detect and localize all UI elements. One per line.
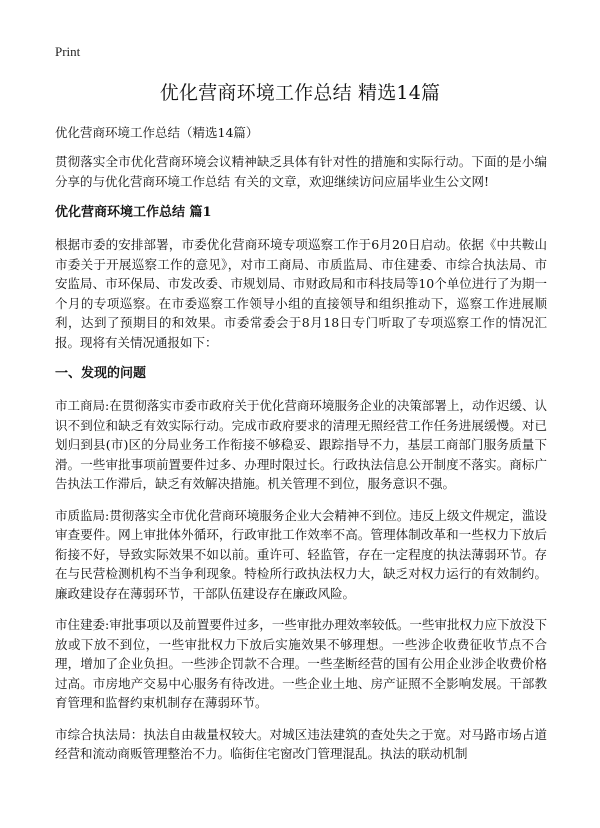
page-title: 优化营商环境工作总结 精选14篇 [159,82,441,104]
document-body [55,124,547,776]
finding-paragraph: 市综合执法局：执法自由裁量权较大。对城区违法建筑的查处失之于宽。对马路市场占道经营和流动商贩管理整治不力。临街住宅窗改门管理混乱。执法的联动机制 [55,726,547,761]
intro-paragraph: 贯彻落实全市优化营商环境会议精神缺乏具体有针对性的措施和实际行动。下面的是小编分享的与优化营商环境工作总结 有关的文章，欢迎继续访问应届毕业生公文网! [55,154,547,189]
finding-paragraph: 市质监局:贯彻落实全市优化营商环境服务企业大会精神不到位。违反上级文件规定，滥设审查要件。网上审批体外循环，行政审批工作效率不高。管理体制改革和一些权力下放后衔接不好，导致实际效果不如以前。重许可、轻监管，存在一定程度的执法薄弱环节。存在与民营检测机构不当争利现象。特检所行政执法权力大，缺乏对权力运行的有效制约。廉政建设存在薄弱环节，干部队伍建设存在廉政风险。 [55,507,547,601]
finding-paragraph: 市工商局:在贯彻落实市委市政府关于优化营商环境服务企业的决策部署上，动作迟缓、认识不到位和缺乏有效实际行动。完成市政府要求的清理无照经营工作任务进展缓慢。对已划归到县(市)区的分局业务工作衔接不够稳妥、跟踪指导不力，基层工商部门服务质量下滑。一些审批事项前置要件过多、办理时限过长。行政执法信息公开制度不落实。商标广告执法工作滞后，缺乏有效解决措施。机关管理不到位，服务意识不强。 [55,398,547,491]
finding-paragraph: 市住建委:审批事项以及前置要件过多，一些审批办理效率较低。一些审批权力应下放没下放或下放不到位，一些审批权力下放后实施效果不够理想。一些涉企收费征收节点不合理，增加了企业负担。一些涉企罚款不合理。一些垄断经营的国有公用企业涉企收费价格过高。市房地产交易中心服务有待改进。一些企业土地、房产证照不全影响发展。干部教育管理和监督约束机制存在薄弱环节。 [55,617,547,710]
background-paragraph: 根据市委的安排部署，市委优化营商环境专项巡察工作于6月20日启动。依据《中共鞍山市委关于开展巡察工作的意见》，对市工商局、市质监局、市住建委、市综合执法局、市安监局、市环保局、市发改委、市规划局、市财政局和市科技局等10个单位进行了为期一个月的专项巡察。在市委巡察工作领导小组的直接领导和组织推动下，巡察工作进展顺利，达到了预期目的和效果。市委常委会于8月18日专门听取了专项巡察工作的情况汇报。现将有关情况通报如下： [55,237,547,350]
problems-heading: 一、发现的问题 [55,366,147,381]
section-heading: 优化营商环境工作总结 篇1 [55,205,212,220]
print-link[interactable]: Print [55,44,81,59]
document-subtitle: 优化营商环境工作总结（精选14篇） [55,125,259,140]
